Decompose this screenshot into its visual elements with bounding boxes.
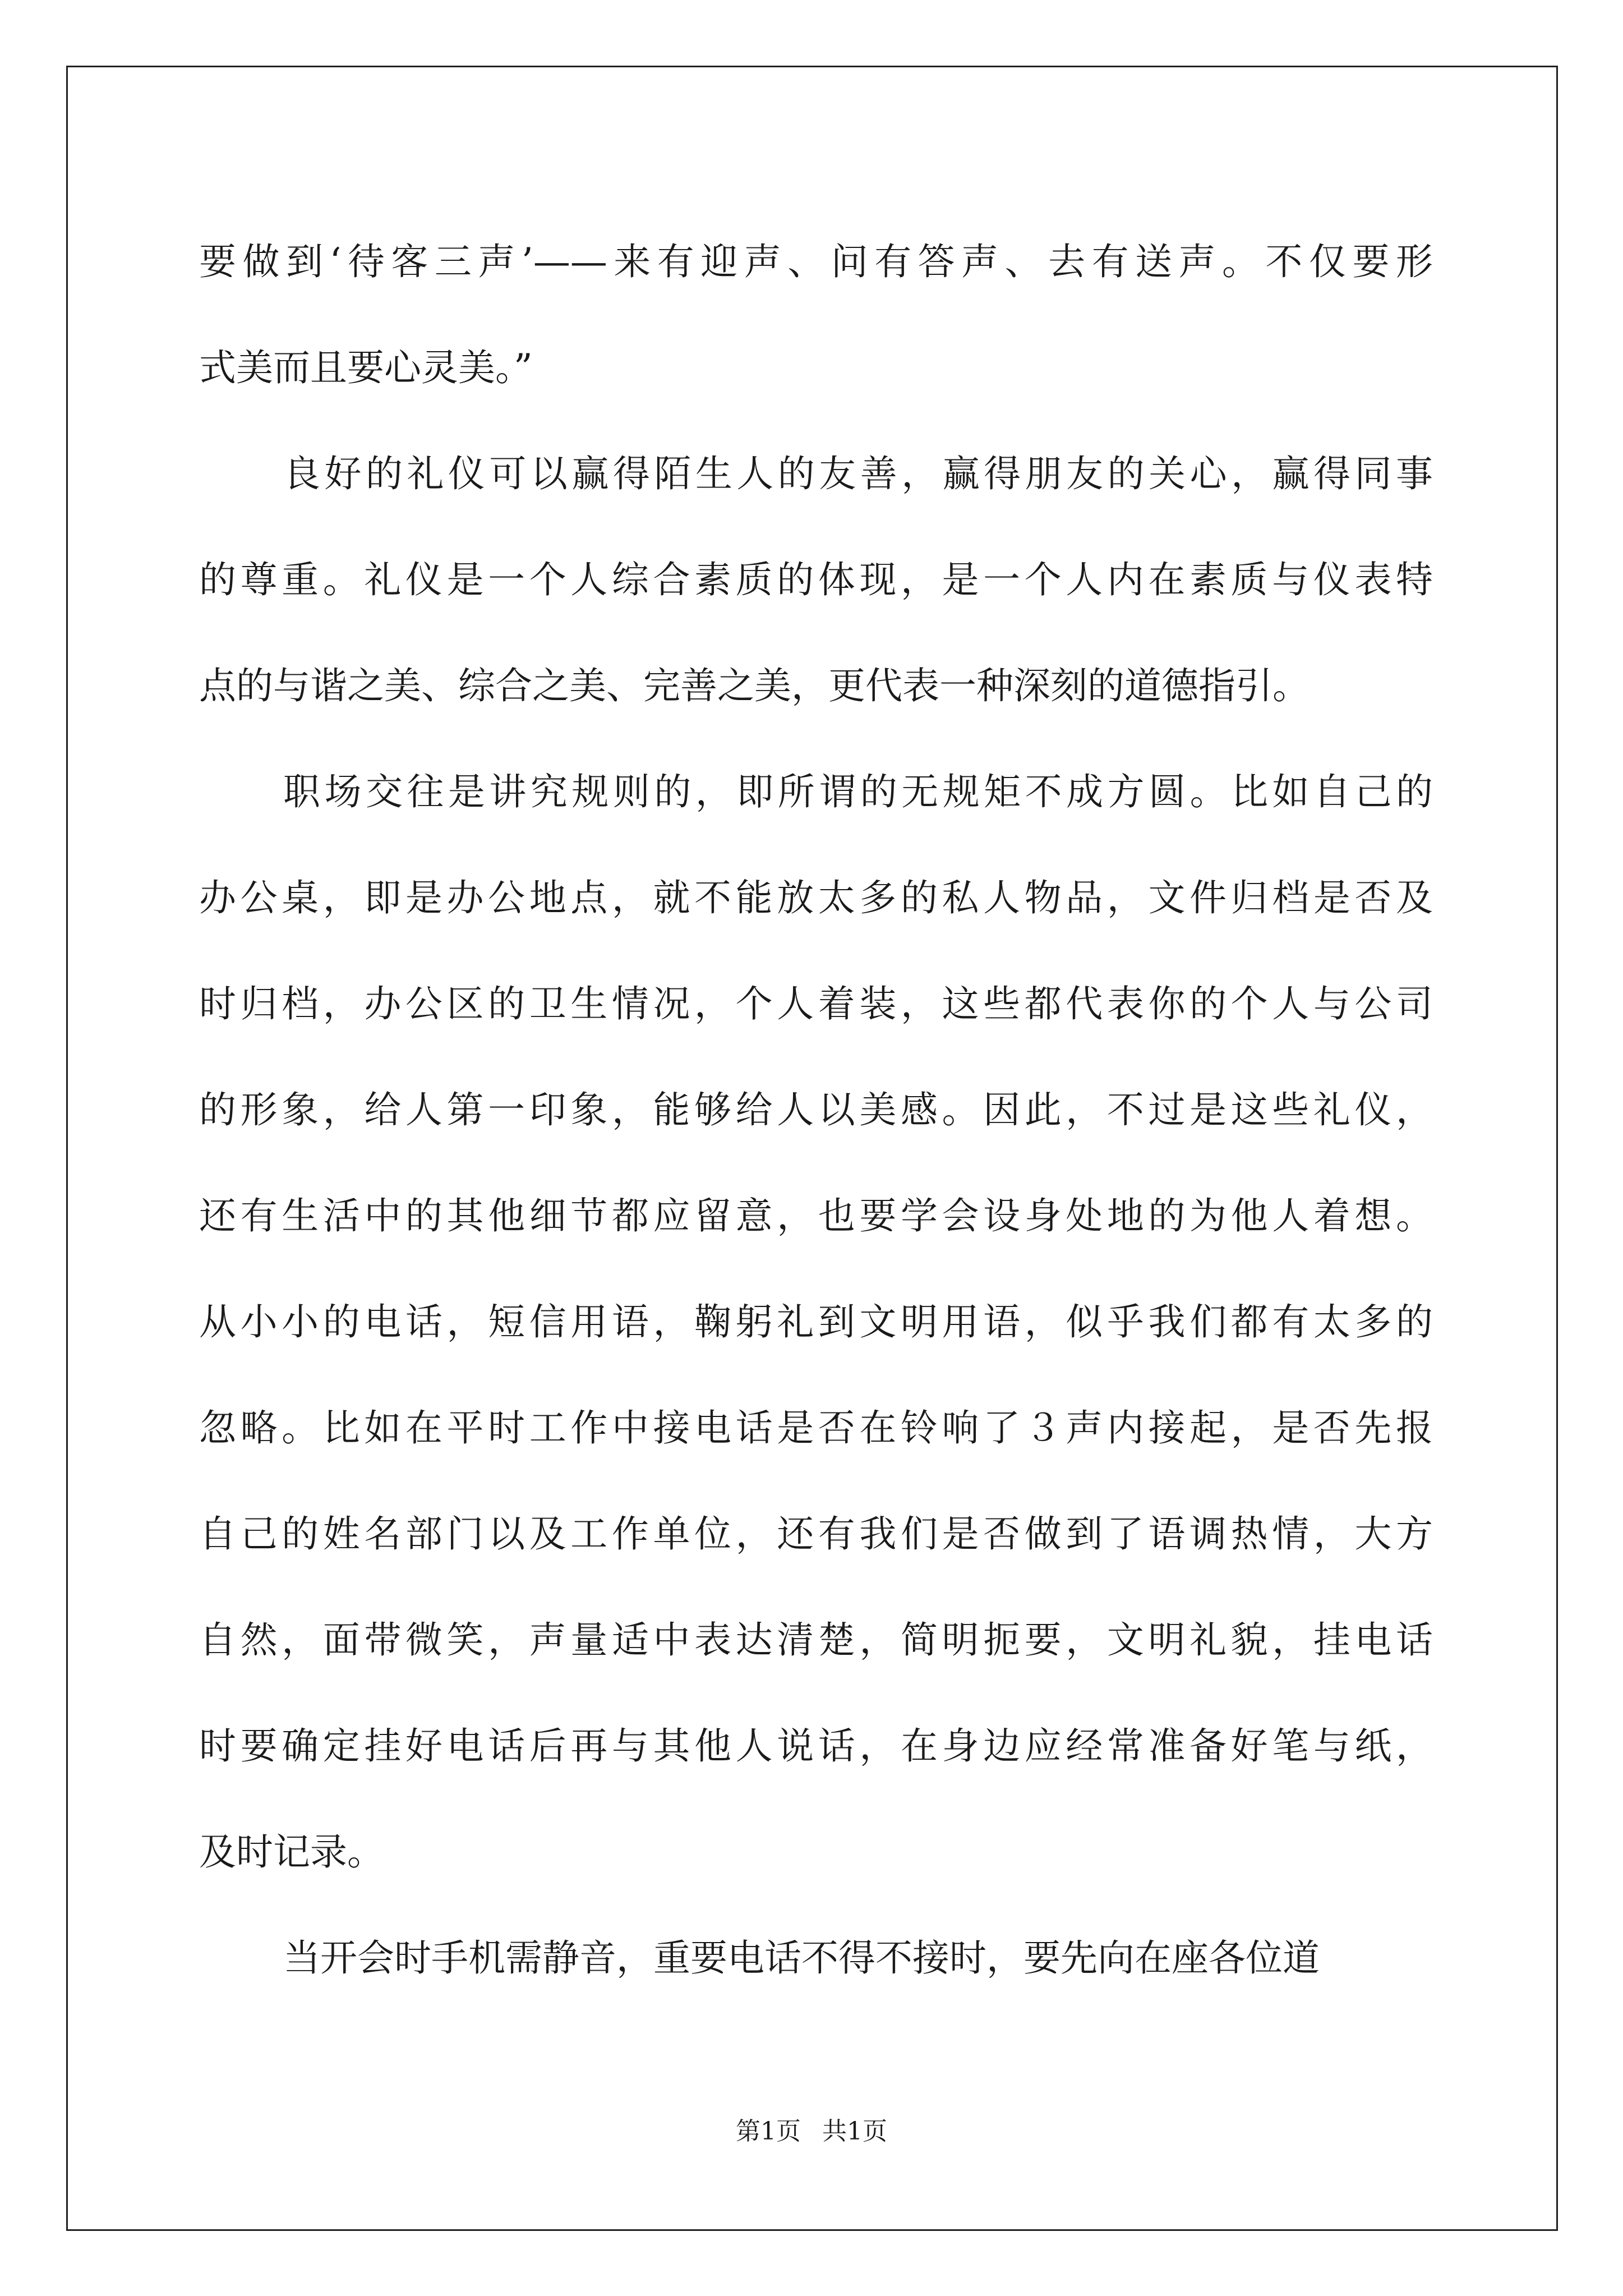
text-line: 的形象，给人第一印象，能够给人以美感。因此，不过是这些礼仪， [199,1088,1433,1131]
paragraph [199,739,1433,1905]
text-line: 还有生活中的其他细节都应留意，也要学会设身处地的为他人着想。 [199,1194,1433,1237]
page-footer [0,2115,1623,2148]
document-body [199,209,1433,2011]
text-line: 的尊重。礼仪是一个人综合素质的体现，是一个人内在素质与仪表特 [199,558,1433,601]
text-line: 忽略。比如在平时工作中接电话是否在铃响了３声内接起，是否先报 [199,1406,1433,1450]
text-line: 时要确定挂好电话后再与其他人说话，在身边应经常准备好笔与纸， [199,1724,1433,1768]
paragraph [199,1905,1433,2011]
text-line: 点的与谐之美、综合之美、完善之美，更代表一种深刻的道德指引。 [199,664,1310,707]
text-line: 要做到‘待客三声’——来有迎声、问有答声、去有送声。不仅要形 [199,240,1433,283]
page-total: 共1页 [822,2117,887,2146]
text-line: 自然，面带微笑，声量适中表达清楚，简明扼要，文明礼貌，挂电话 [199,1618,1433,1662]
paragraph [199,421,1433,739]
text-line: 办公桌，即是办公地点，就不能放太多的私人物品，文件归档是否及 [199,876,1433,919]
text-line: 自己的姓名部门以及工作单位，还有我们是否做到了语调热情，大方 [199,1512,1433,1556]
text-line: 及时记录。 [199,1830,384,1874]
paragraph [199,209,1433,421]
page-number: 第1页 [736,2117,801,2146]
text-line: 时归档，办公区的卫生情况，个人着装，这些都代表你的个人与公司 [199,982,1433,1025]
text-line: 职场交往是讲究规则的，即所谓的无规矩不成方圆。比如自己的 [283,770,1433,813]
text-line: 良好的礼仪可以赢得陌生人的友善，赢得朋友的关心，赢得同事 [283,452,1433,495]
text-line: 式美而且要心灵美。” [199,346,533,389]
text-line: 当开会时手机需静音，重要电话不得不接时，要先向在座各位道 [283,1936,1320,1980]
text-line: 从小小的电话，短信用语，鞠躬礼到文明用语，似乎我们都有太多的 [199,1300,1433,1343]
